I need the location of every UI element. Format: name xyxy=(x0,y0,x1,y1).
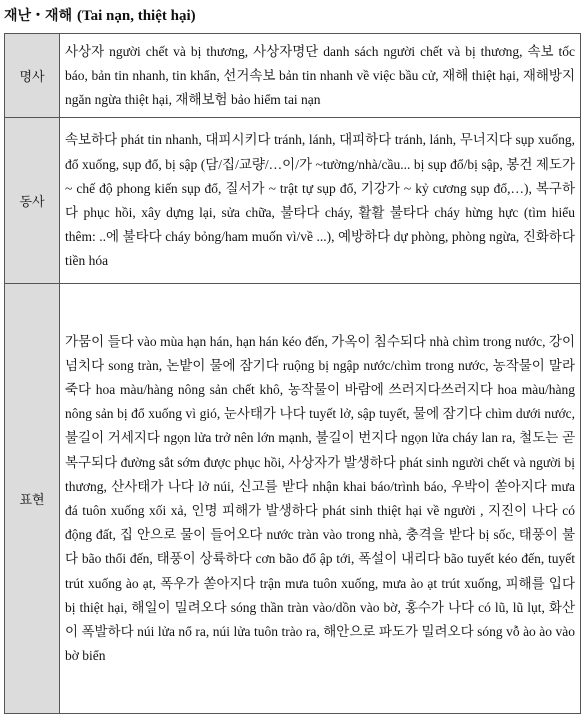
row-content-expressions: 가뭄이 들다 vào mùa hạn hán, hạn hán kéo đến, 가옥이 침수되다 nhà chìm trong nước, 강이 넘치다 song tràn, 논밭이 물에 잠기다 ruộng bị ngập nước/chìm trong nước, 농작물이 말라죽다 hoa màu/hàng nông sản chết khô, 농작물이 바람에 쓰러지다쓰러지다 hoa màu/hàng nông sản bị đổ xuống vì gió, 눈사태가 나다 tuyết lở, sập tuyết, 물에 잠기다 chìm dưới nước, 불길이 거세지다 ngọn lửa trở nên lớn mạnh, 불길이 번지다 ngọn lửa cháy lan ra, 철도는 곧 복구되다 đường sắt sớm được phục hồi, 사상자가 발생하다 phát sinh người chết và người bị thương, 산사태가 나다 lở núi, 신고를 받다 nhận khai báo/trình báo, 우박이 쏟아지다 mưa đá tuôn xuống xối xả, 인명 피해가 발생하다 phát sinh thiệt hại về người , 지진이 나다 có động đất, 집 안으로 물이 들어오다 nước tràn vào trong nhà, 충격을 받다 bị sốc, 태풍이 불다 bão thổi đến, 태풍이 상륙하다 cơn bão đổ ập tới, 폭설이 내리다 bão tuyết kéo đến, tuyết trút xuống ào ạt, 폭우가 쏟아지다 trận mưa tuôn xuống, mưa ào ạt trút xuống, 피해를 입다 bị thiệt hại, 해일이 밀려오다 sóng thần tràn vào/dồn vào bờ, 홍수가 나다 có lũ, lũ lụt, 화산이 폭발하다 núi lửa nổ ra, núi lửa tuôn trào ra, 해안으로 파도가 밀려오다 sóng vỗ ào ào vào bờ biển xyxy=(60,284,581,714)
section-heading xyxy=(4,5,196,25)
table-row-nouns xyxy=(5,34,581,118)
table-row-expressions xyxy=(5,284,581,714)
row-label-verbs: 동사 xyxy=(5,118,60,284)
heading-vietnamese: (Tai nạn, thiệt hại) xyxy=(76,8,196,24)
row-label-nouns: 명사 xyxy=(5,34,60,118)
row-content-nouns: 사상자 người chết và bị thương, 사상자명단 danh sách người chết và bị thương, 속보 tốc báo, bản tin nhanh, tin khẩn, 선거속보 bản tin nhanh về việc bầu cử, 재해 thiệt hại, 재해방지 ngăn ngừa thiệt hại, 재해보험 bảo hiểm tai nạn xyxy=(60,34,581,118)
row-label-expressions: 표현 xyxy=(5,284,60,714)
row-content-verbs: 속보하다 phát tin nhanh, 대피시키다 tránh, lánh, 대피하다 tránh, lánh, 무너지다 sụp xuống, đổ xuống, sụp đổ, bị sập (담/집/교량/…이/가 ~tường/nhà/cầu... bị sụp đổ/bị sập, 봉건 제도가 ~ chế độ phong kiến sụp đổ, 질서가 ~ trật tự sụp đổ, 기강가 ~ kỷ cương sụp đổ,…), 복구하다 phục hồi, xây dựng lại, sửa chữa, 불타다 cháy, 활활 불타다 cháy hừng hực (tìm hiểu thêm: ..에 불타다 cháy bỏng/ham muốn vì/về ...), 예방하다 dự phòng, phòng ngừa, 진화하다 tiền hóa xyxy=(60,118,581,284)
vocabulary-table xyxy=(4,33,581,714)
table-row-verbs xyxy=(5,118,581,284)
heading-korean: 재난・재해 xyxy=(4,8,73,24)
